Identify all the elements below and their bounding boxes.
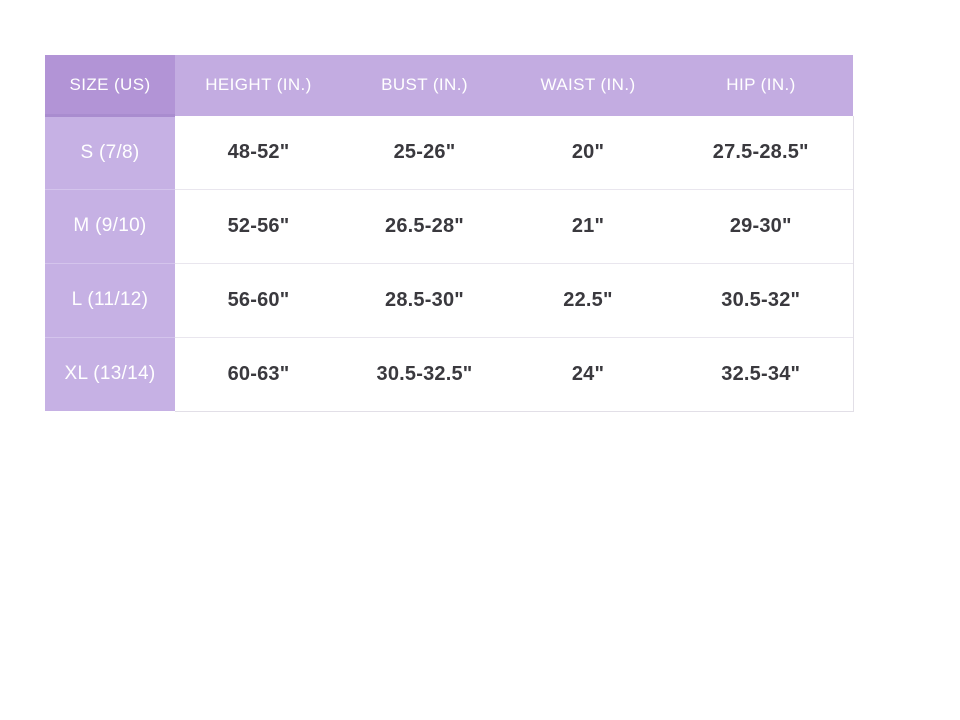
table-row-s [45,116,853,190]
row-label-l: L (11/12) [45,263,175,337]
cell-l-hip: 30.5-32" [669,263,853,337]
table-row-m [45,189,853,263]
cell-l-height: 56-60" [175,263,342,337]
row-label-xl: XL (13/14) [45,337,175,411]
cell-l-waist: 22.5" [507,263,669,337]
cell-xl-hip: 32.5-34" [669,337,853,411]
row-label-m: M (9/10) [45,189,175,263]
cell-m-bust: 26.5-28" [342,189,507,263]
cell-m-height: 52-56" [175,189,342,263]
header-row [45,55,853,116]
header-waist: WAIST (IN.) [507,55,669,116]
cell-m-waist: 21" [507,189,669,263]
cell-s-height: 48-52" [175,116,342,190]
cell-s-hip: 27.5-28.5" [669,116,853,190]
header-hip: HIP (IN.) [669,55,853,116]
table-row-l [45,263,853,337]
cell-s-waist: 20" [507,116,669,190]
cell-xl-height: 60-63" [175,337,342,411]
size-chart-table [45,55,854,412]
header-bust: BUST (IN.) [342,55,507,116]
cell-l-bust: 28.5-30" [342,263,507,337]
cell-xl-waist: 24" [507,337,669,411]
header-size-us: SIZE (US) [45,55,175,116]
cell-xl-bust: 30.5-32.5" [342,337,507,411]
cell-s-bust: 25-26" [342,116,507,190]
table-row-xl [45,337,853,411]
row-label-s: S (7/8) [45,116,175,190]
header-height: HEIGHT (IN.) [175,55,342,116]
cell-m-hip: 29-30" [669,189,853,263]
